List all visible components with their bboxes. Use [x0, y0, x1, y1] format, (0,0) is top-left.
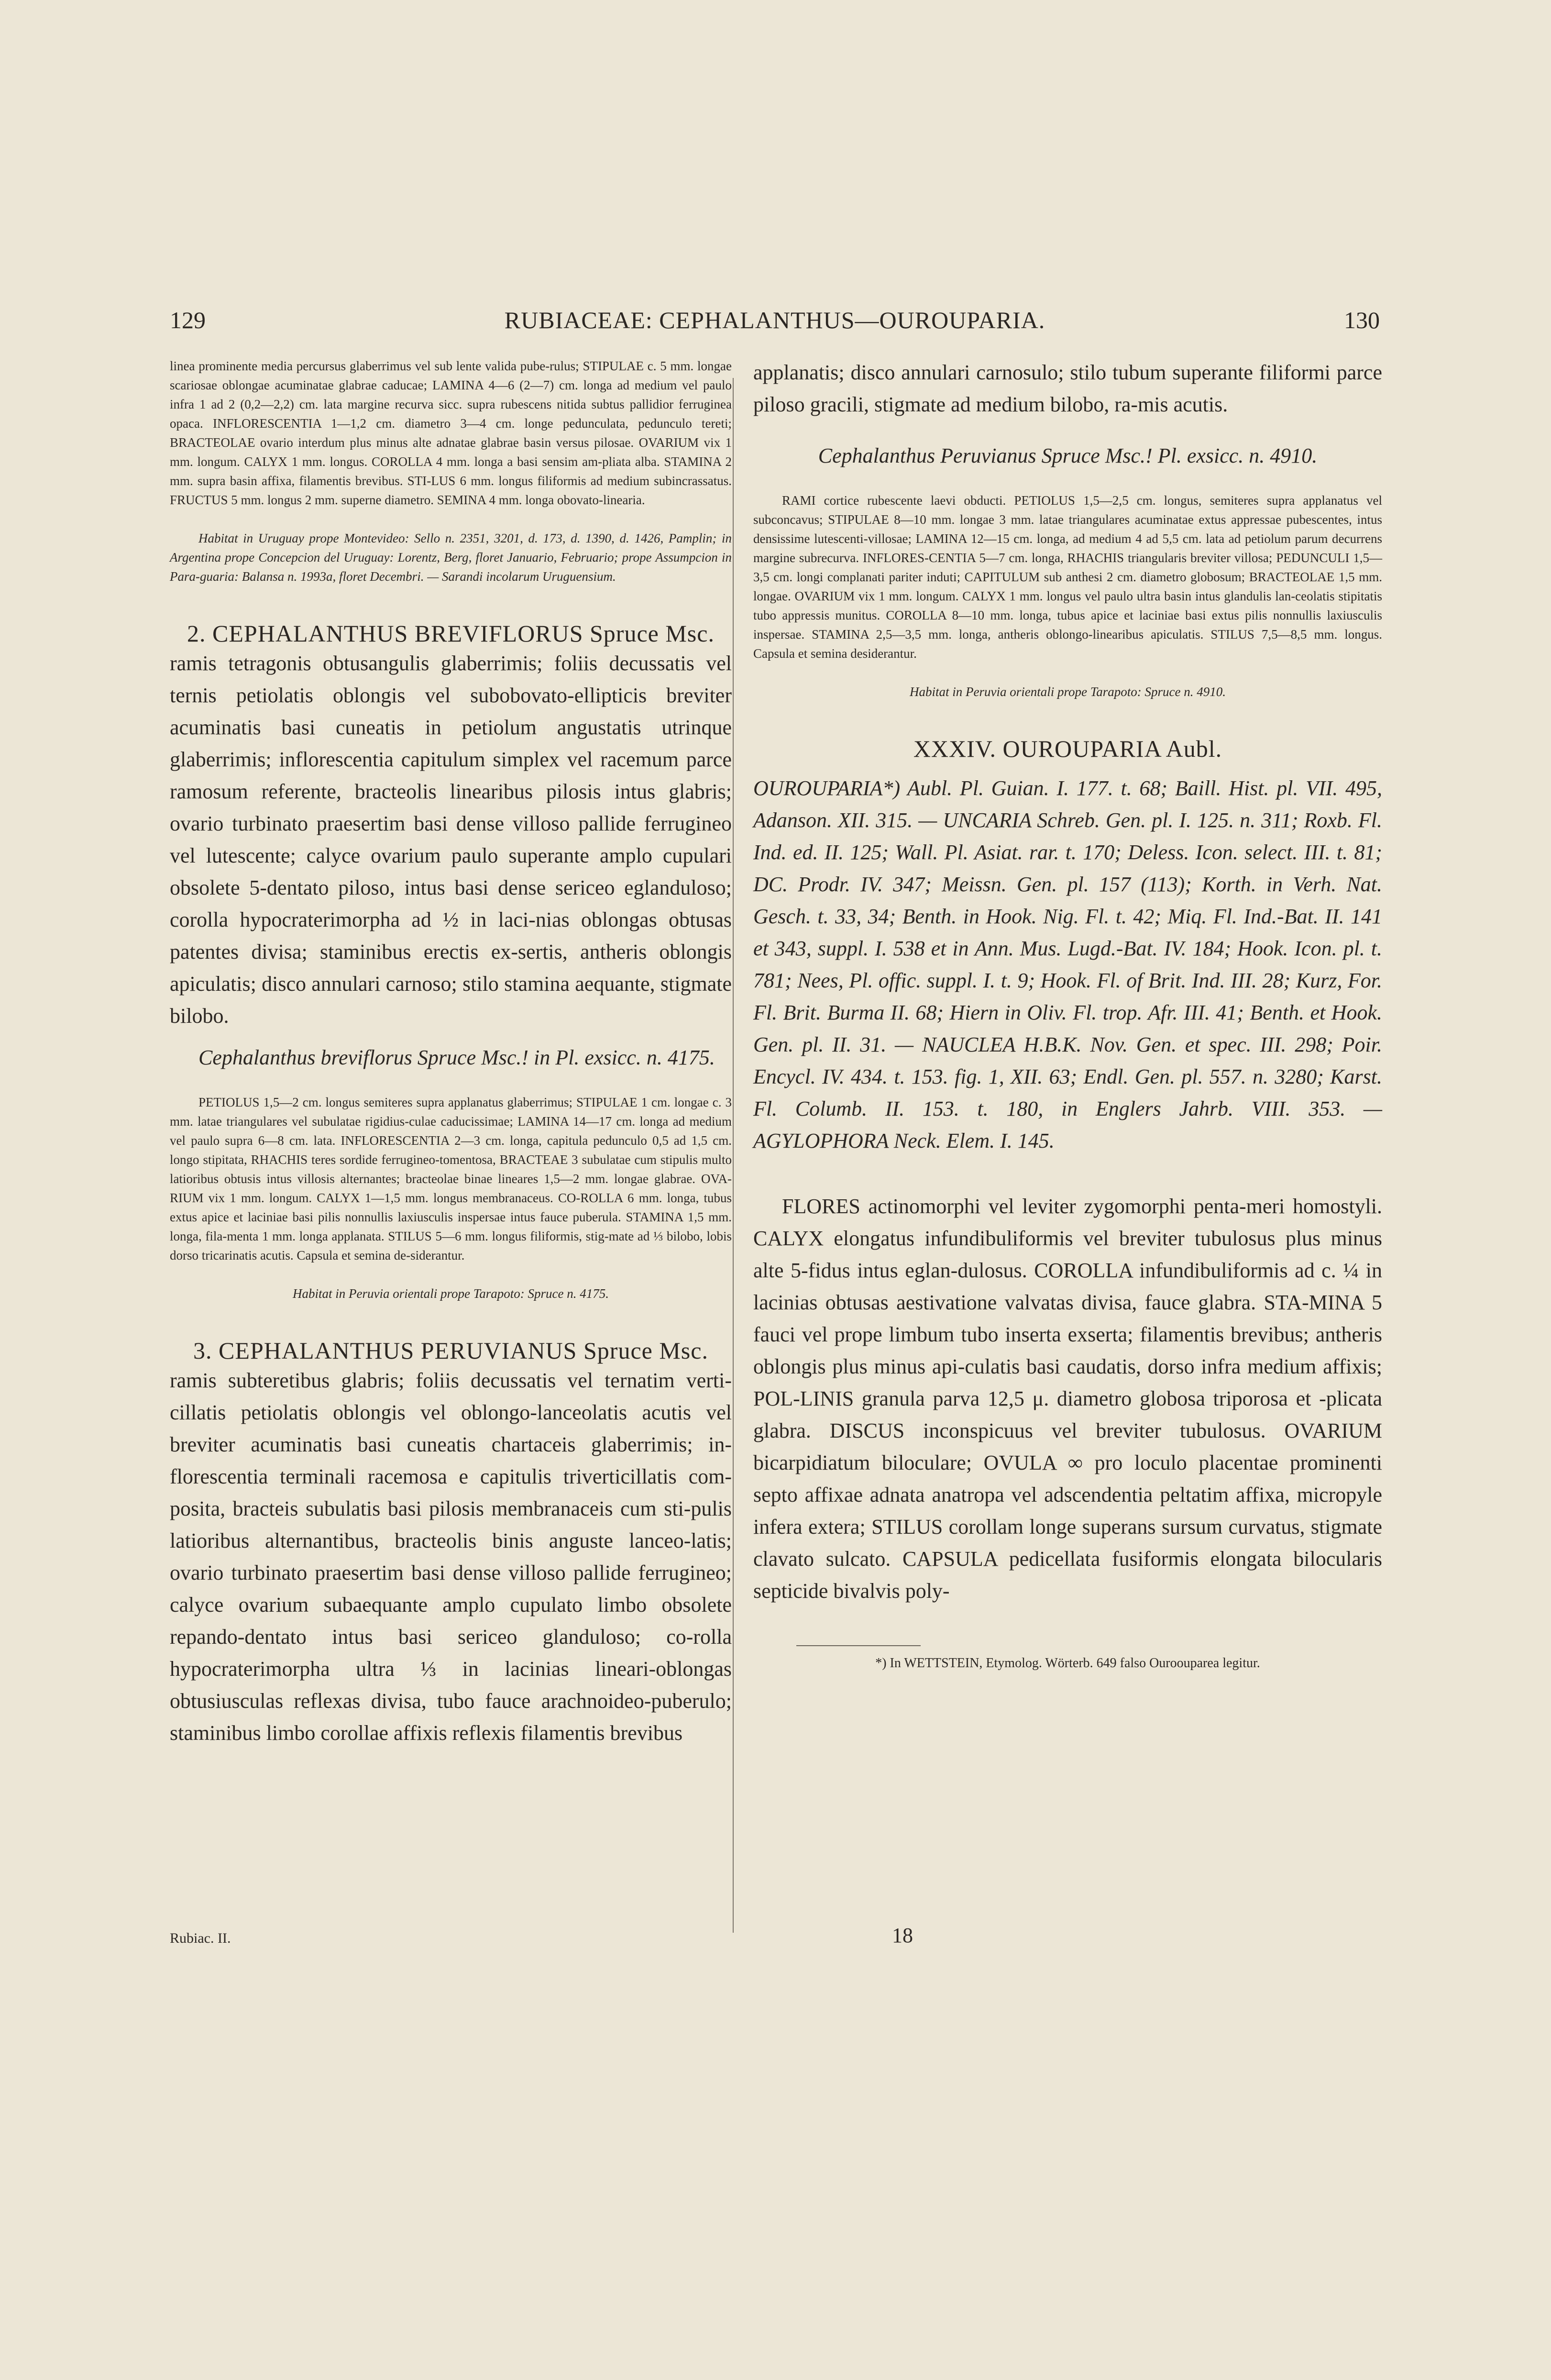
- diagnosis-species-2: ramis tetragonis obtusangulis glaberrimis; foliis decussatis vel ternis petiolatis oblongis vel subobovato-ellipticis breviter acuminatis basi cuneatis in petiolum angustatis utrinque glaberrimis; inflorescentia capitulum simplex vel racemum parce ramosum referente, bracteolis linearibus pilosis intus glabris; ovario turbinato praesertim basi dense villoso pallide ferrugineo vel lutescente; calyce ovarium paulo superante amplo cupulari obsolete 5-dentato piloso, intus basi dense sericeo eglanduloso; corolla hypocraterimorpha ad ½ in laci-nias oblongas obtusas patentes divisa; staminibus erectis ex-sertis, antheris oblongis apiculatis; disco annulari carnoso; stilo stamina aequante, stigmate bilobo.: [170, 652, 732, 1028]
- description-continuation: linea prominente media percursus glaberrimus vel sub lente valida pube-rulus; STIPULAE c. 5 mm. longae scariosae oblongae acuminatae glabrae caducae; LAMINA 4—6 (2—7) cm. longa ad medium vel paulo infra 1 ad 2 (0,2—2,2) cm. lata margine recurva sicc. supra rubescens nitida subtus pallidior ferruginea opaca. INFLORESCENTIA 1—1,2 cm. diametro 3—4 cm. longe pedunculata, pedunculo tereti; BRACTEOLAE ovario interdum plus minus alte adnatae glabrae basin versus pilosae. OVARIUM vix 1 mm. longum. CALYX 1 mm. longus. COROLLA 4 mm. longa a basi sensim am-pliata alba. STAMINA 2 mm. supra basin affixa, filamentis brevibus. STI-LUS 6 mm. longus filiformis ad medium subincrassatus. FRUCTUS 5 mm. longus 2 mm. superne diametro. SEMINA 4 mm. longa obovato-linearia.: [170, 359, 732, 507]
- habitat-species-3: Habitat in Peruvia orientali prope Tarapoto: Spruce n. 4910.: [910, 685, 1226, 699]
- habitat-species-2: Habitat in Peruvia orientali prope Tarapoto: Spruce n. 4175.: [293, 1286, 609, 1301]
- footnote: *) In WETTSTEIN, Etymolog. Wörterb. 649 falso Ouroouparea legitur.: [875, 1656, 1260, 1671]
- diagnosis-species-3: ramis subteretibus glabris; foliis decussatis vel ternatim verti-cillatis petiolatis oblongis vel oblongo-lanceolatis acutis vel breviter acuminatis basi cuneatis chartaceis glaberrimis; in-florescentia terminali racemosa e capitulis triverticillatis com-posita, bracteis subulatis basi pilosis membranaceis cum sti-pulis latioribus alternantibus, bracteolis binis anguste lanceo-latis; ovario turbinato praesertim basi dense villoso pallide ferrugineo; calyce ovarium subaequante amplo cupulato limbo obsolete repando-dentato intus basi sericeo glanduloso; co-rolla hypocraterimorpha ultra ⅓ in lacinias lineari-oblongas obtusiusculas reflexas divisa, tubo fauce arachnoideo-puberulo; staminibus limbo corollae affixis reflexis filamentis brevibus: [170, 1369, 732, 1745]
- genus-heading: XXXIV. OUROUPARIA Aubl.: [913, 735, 1222, 762]
- page-number-left: 129: [170, 307, 206, 333]
- description-species-2: PETIOLUS 1,5—2 cm. longus semiteres supra applanatus glaberrimus; STIPULAE 1 cm. longae c. 3 mm. latae triangulares vel subulatae rigidius-culae caducissimae; LAMINA 14—17 cm. longa ad medium vel paulo supra 6—8 cm. lata. INFLORESCENTIA 2—3 cm. longa, capitula pedunculo 0,5 ad 1,5 cm. longo stipitata, RHACHIS teres sordide ferrugineo-tomentosa, BRACTEAE 3 subulatae cum stipulis multo latioribus obtusis intus villosis alternantes; bracteolae binae lineares 1,5—2 mm. longae glabrae. OVA-RIUM vix 1 mm. longum. CALYX 1—1,5 mm. longus membranaceus. CO-ROLLA 6 mm. longa, tubus extus apice et laciniae basi pilis nonnullis laxiusculis inspersae intus fauce puberula. STAMINA 1,5 mm. longa, fila-menta 1 mm. longa applanata. STILUS 5—6 mm. longus filiformis, stig-mate ad ⅓ bilobo, lobis dorso tricarinatis acutis. Capsula et semina de-siderantur.: [170, 1095, 732, 1262]
- citation-species-2: Cephalanthus breviflorus Spruce Msc.! in Pl. exsicc. n. 4175.: [198, 1046, 715, 1069]
- left-column: [170, 356, 732, 1749]
- column-divider: [733, 378, 734, 1933]
- description-species-3: RAMI cortice rubescente laevi obducti. PETIOLUS 1,5—2,5 cm. longus, semiteres supra applanatus vel subconcavus; STIPULAE 8—10 mm. longae 3 mm. latae triangulares acuminatae extus appressae pubescentes, intus densissime lutescenti-villosae; LAMINA 12—15 cm. longa, ad medium 4 ad 5,5 cm. lata ad petiolum parum decurrens margine subrecurva. INFLORES-CENTIA 5—7 cm. longa, RHACHIS triangularis breviter villosa; PEDUNCULI 1,5—3,5 cm. longi complanati pariter induti; CAPITULUM sub anthesi 2 cm. diametro globosum; BRACTEOLAE 1,5 mm. longae. OVARIUM vix 1 mm. longum. CALYX 1 mm. longus vel paulo ultra basin intus glandulis lan-ceolatis stipitatis tubo appressis munitus. COROLLA 8—10 mm. longa, tubus apice et laciniae basi extus pilis nonnullis laxiusculis inspersae. STAMINA 2,5—3,5 mm. longa, antheris oblongo-linearibus apiculatis. STILUS 7,5—8,5 mm. longus. Capsula et semina desiderantur.: [753, 493, 1382, 661]
- genus-description: FLORES actinomorphi vel leviter zygomorphi penta-meri homostyli. CALYX elongatus infundibuliformis vel breviter tubulosus plus minus alte 5-fidus intus eglan-dulosus. COROLLA infundibuliformis ad c. ¼ in lacinias obtusas aestivatione valvatas divisa, fauce glabra. STA-MINA 5 fauci vel prope limbum tubo inserta exserta; filamentis brevibus; antheris oblongis plus minus api-culatis basi caudatis, dorso infra medium affixis; POL-LINIS granula parva 12,5 μ. diametro globosa triporosa et -plicata glabra. DISCUS inconspicuus vel breviter tubulosus. OVARIUM bicarpidiatum biloculare; OVULA ∞ pro loculo placentae prominenti septo affixae adnata anatropa vel adscendentia peltatim affixa, micropyle infera extera; STILUS corollam longe superans sursum curvatus, stigmate clavato sulcato. CAPSULA pedicellata fusiformis elongata bilocularis septicide bivalvis poly-: [753, 1195, 1382, 1603]
- species-heading-2: 2. CEPHALANTHUS BREVIFLORUS Spruce Msc.: [187, 620, 715, 647]
- running-title: RUBIACEAE: CEPHALANTHUS—OUROUPARIA.: [504, 307, 1045, 333]
- signature-mark: Rubiac. II.: [170, 1930, 231, 1946]
- right-column: [753, 356, 1382, 1671]
- diagnosis-continuation: applanatis; disco annulari carnosulo; stilo tubum superante filiformi parce piloso gracili, stigmate ad medium bilobo, ra-mis acutis.: [753, 361, 1382, 416]
- species-heading-3: 3. CEPHALANTHUS PERUVIANUS Spruce Msc.: [193, 1337, 708, 1364]
- genus-synonymy: OUROUPARIA*) Aubl. Pl. Guian. I. 177. t. 68; Baill. Hist. pl. VII. 495, Adanson. XII. 315. — UNCARIA Schreb. Gen. pl. I. 125. n. 311; Roxb. Fl. Ind. ed. II. 125; Wall. Pl. Asiat. rar. t. 170; Deless. Icon. select. III. t. 81; DC. Prodr. IV. 347; Meissn. Gen. pl. 157 (113); Korth. in Verh. Nat. Gesch. t. 33, 34; Benth. in Hook. Nig. Fl. t. 42; Miq. Fl. Ind.-Bat. II. 141 et 343, suppl. I. 538 et in Ann. Mus. Lugd.-Bat. IV. 184; Hook. Icon. pl. t. 781; Nees, Pl. offic. suppl. I. t. 9; Hook. Fl. of Brit. Ind. III. 28; Kurz, For. Fl. Brit. Burma II. 68; Hiern in Oliv. Fl. trop. Afr. III. 41; Benth. et Hook. Gen. pl. II. 31. — NAUCLEA H.B.K. Nov. Gen. et spec. III. 298; Poir. Encycl. IV. 434. t. 153. fig. 1, XII. 63; Endl. Gen. pl. 557. n. 3280; Karst. Fl. Columb. II. 153. t. 180, in Englers Jahrb. VIII. 353. — AGYLOPHORA Neck. Elem. I. 145.: [753, 776, 1382, 1152]
- page-number-right: 130: [1344, 307, 1380, 333]
- habitat-species-1: Habitat in Uruguay prope Montevideo: Sello n. 2351, 3201, d. 173, d. 1390, d. 1426, Pamplin; in Argentina prope Concepcion del Uruguay: Lorentz, Berg, floret Januario, Februario; prope Assumpcion in Para-guaria: Balansa n. 1993a, floret Decembri. — Sarandi incolarum Uruguensium.: [170, 531, 732, 584]
- sheet-number: 18: [892, 1924, 913, 1947]
- running-header: [170, 306, 1380, 340]
- citation-species-3: Cephalanthus Peruvianus Spruce Msc.! Pl. exsicc. n. 4910.: [818, 444, 1318, 467]
- footnote-rule: [796, 1645, 921, 1646]
